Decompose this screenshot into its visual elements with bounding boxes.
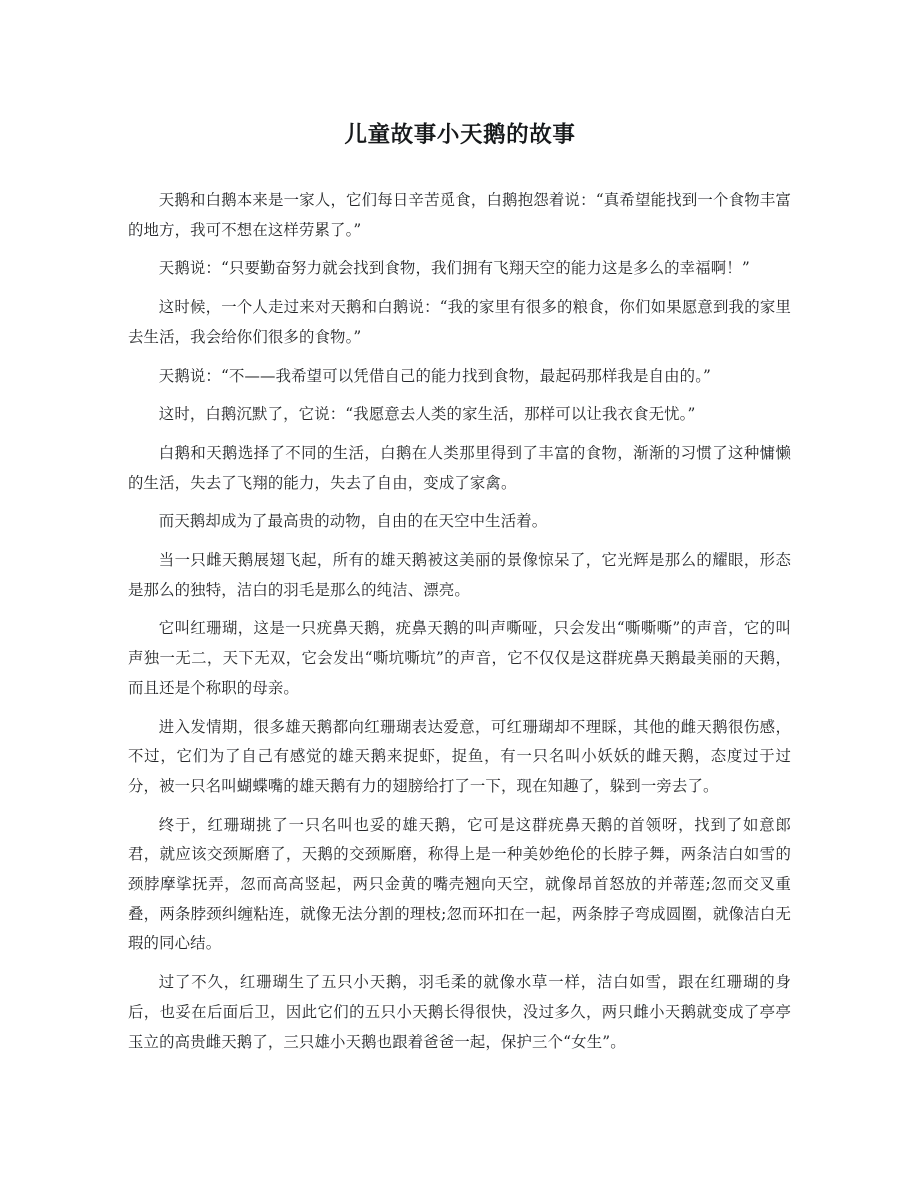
paragraph: 终于，红珊瑚挑了一只名叫也妥的雄天鹅，它可是这群疣鼻天鹅的首领呀，找到了如意郎君，就应该交颈厮磨了，天鹅的交颈厮磨，称得上是一种美妙绝伦的长脖子舞，两条洁白如雪的颈脖摩挲抚弄，忽而高高竖起，两只金黄的嘴壳翘向天空，就像昂首怒放的并蒂莲;忽而交叉重叠，两条脖颈纠缠粘连，就像无法分割的理枝;忽而环扣在一起，两条脖子弯成圆圈，就像洁白无瑕的同心结。 <box>128 815 791 953</box>
paragraph: 它叫红珊瑚，这是一只疣鼻天鹅，疣鼻天鹅的叫声嘶哑，只会发出“嘶嘶嘶”的声音，它的叫声独一无二，天下无双，它会发出“嘶坑嘶坑”的声音，它不仅仅是这群疣鼻天鹅最美丽的天鹅，而且还是个称职的母亲。 <box>128 619 791 697</box>
paragraph: 进入发情期，很多雄天鹅都向红珊瑚表达爱意，可红珊瑚却不理睬，其他的雌天鹅很伤感，不过，它们为了自己有感觉的雄天鹅来捉虾，捉鱼，有一只名叫小妖妖的雌天鹅，态度过于过分，被一只名叫蝴蝶嘴的雄天鹅有力的翅膀给打了一下，现在知趣了，躲到一旁去了。 <box>128 717 791 795</box>
document-body <box>128 186 791 1057</box>
paragraph: 过了不久，红珊瑚生了五只小天鹅，羽毛柔的就像水草一样，洁白如雪，跟在红珊瑚的身后，也妥在后面后卫，因此它们的五只小天鹅长得很快，没过多久，两只雌小天鹅就变成了亭亭玉立的高贵雌天鹅了，三只雄小天鹅也跟着爸爸一起，保护三个“女生”。 <box>128 973 791 1051</box>
paragraph: 这时，白鹅沉默了，它说：“我愿意去人类的家生活，那样可以让我衣食无忧。” <box>158 405 696 424</box>
paragraph: 天鹅和白鹅本来是一家人，它们每日辛苦觅食，白鹅抱怨着说：“真希望能找到一个食物丰富的地方，我可不想在这样劳累了。” <box>128 191 791 239</box>
paragraph: 天鹅说：“只要勤奋努力就会找到食物，我们拥有飞翔天空的能力这是多么的幸福啊！” <box>158 259 750 278</box>
paragraph: 当一只雌天鹅展翅飞起，所有的雄天鹅被这美丽的景像惊呆了，它光辉是那么的耀眼，形态是那么的独特，洁白的羽毛是那么的纯洁、漂亮。 <box>128 551 791 599</box>
paragraph: 白鹅和天鹅选择了不同的生活，白鹅在人类那里得到了丰富的食物，渐渐的习惯了这种慵懒的生活，失去了飞翔的能力，失去了自由，变成了家禽。 <box>128 443 791 492</box>
page-title: 儿童故事小天鹅的故事 <box>344 122 576 149</box>
paragraph: 这时候，一个人走过来对天鹅和白鹅说：“我的家里有很多的粮食，你们如果愿意到我的家里去生活，我会给你们很多的食物。” <box>128 298 791 346</box>
paragraph: 而天鹅却成为了最高贵的动物，自由的在天空中生活着。 <box>158 512 548 531</box>
paragraph: 天鹅说：“不——我希望可以凭借自己的能力找到食物，最起码那样我是自由的。” <box>158 366 712 385</box>
